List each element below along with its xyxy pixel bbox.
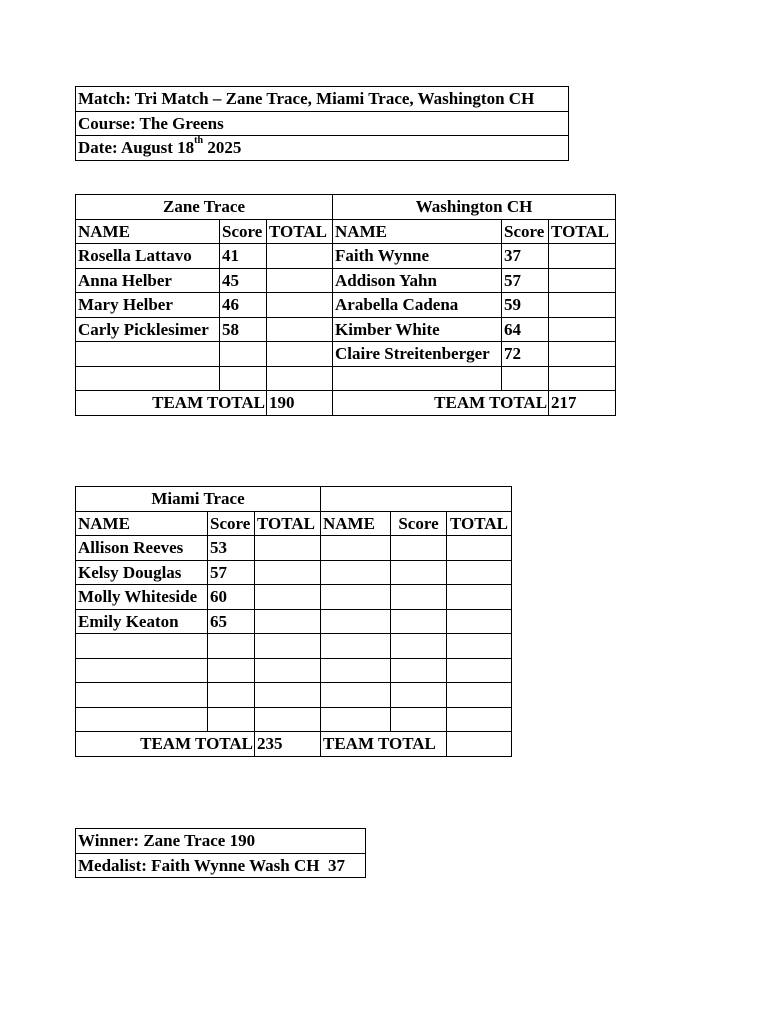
col-header-score: Score xyxy=(220,219,267,244)
player-score: 58 xyxy=(220,317,267,342)
col-header-total: TOTAL xyxy=(255,511,321,536)
empty-cell xyxy=(267,317,333,342)
match-info-table xyxy=(75,86,569,161)
col-header-name: NAME xyxy=(76,511,208,536)
empty-cell xyxy=(267,244,333,269)
col-header-name: NAME xyxy=(333,219,502,244)
player-score: 57 xyxy=(208,560,255,585)
table-row xyxy=(76,342,616,367)
table-row xyxy=(76,707,512,732)
empty-cell xyxy=(76,366,220,391)
team-total-label: TEAM TOTAL xyxy=(321,732,447,757)
player-name: Rosella Lattavo xyxy=(76,244,220,269)
col-header-total: TOTAL xyxy=(549,219,616,244)
player-score: 45 xyxy=(220,268,267,293)
empty-cell xyxy=(549,342,616,367)
team-total-label: TEAM TOTAL xyxy=(76,391,267,416)
player-name: Faith Wynne xyxy=(333,244,502,269)
player-score: 57 xyxy=(502,268,549,293)
table-row xyxy=(76,658,512,683)
table-row xyxy=(76,609,512,634)
player-name: Kimber White xyxy=(333,317,502,342)
empty-cell xyxy=(220,342,267,367)
empty-cell xyxy=(333,366,502,391)
medalist-line: Medalist: Faith Wynne Wash CH 37 xyxy=(76,853,366,878)
player-score: 72 xyxy=(502,342,549,367)
player-name: Arabella Cadena xyxy=(333,293,502,318)
empty-cell xyxy=(267,366,333,391)
table-row xyxy=(76,536,512,561)
col-header-score: Score xyxy=(208,511,255,536)
empty-cell xyxy=(549,268,616,293)
col-header-name: NAME xyxy=(321,511,391,536)
table-row xyxy=(76,293,616,318)
course-name: Course: The Greens xyxy=(76,111,569,136)
col-header-score: Score xyxy=(502,219,549,244)
table-row xyxy=(76,585,512,610)
player-score: 65 xyxy=(208,609,255,634)
player-score: 41 xyxy=(220,244,267,269)
col-header-total: TOTAL xyxy=(267,219,333,244)
team-header-washington-ch: Washington CH xyxy=(333,195,616,220)
scores-table-miami xyxy=(75,486,512,757)
table-row xyxy=(76,683,512,708)
table-row xyxy=(76,244,616,269)
team-header-zane-trace: Zane Trace xyxy=(76,195,333,220)
team-total-washington-ch: 217 xyxy=(549,391,616,416)
empty-cell xyxy=(267,268,333,293)
player-name: Molly Whiteside xyxy=(76,585,208,610)
team-total-miami-trace: 235 xyxy=(255,732,321,757)
col-header-total: TOTAL xyxy=(447,511,512,536)
match-title: Match: Tri Match – Zane Trace, Miami Trace, Washington CH xyxy=(76,87,569,112)
player-name: Carly Picklesimer xyxy=(76,317,220,342)
empty-cell xyxy=(220,366,267,391)
empty-cell xyxy=(549,317,616,342)
team-total-label: TEAM TOTAL xyxy=(333,391,549,416)
empty-cell xyxy=(76,342,220,367)
empty-team-header xyxy=(321,487,512,512)
match-date: Date: August 18th 2025 xyxy=(76,136,569,161)
player-name: Anna Helber xyxy=(76,268,220,293)
player-name: Mary Helber xyxy=(76,293,220,318)
empty-cell xyxy=(502,366,549,391)
team-total-label: TEAM TOTAL xyxy=(76,732,255,757)
empty-cell xyxy=(267,342,333,367)
table-row xyxy=(76,366,616,391)
player-score: 46 xyxy=(220,293,267,318)
empty-cell xyxy=(549,366,616,391)
table-row xyxy=(76,317,616,342)
col-header-name: NAME xyxy=(76,219,220,244)
player-score: 53 xyxy=(208,536,255,561)
player-score: 60 xyxy=(208,585,255,610)
team-total-zane-trace: 190 xyxy=(267,391,333,416)
table-row xyxy=(76,560,512,585)
player-name: Allison Reeves xyxy=(76,536,208,561)
scores-table-zane-washington xyxy=(75,194,616,416)
player-score: 64 xyxy=(502,317,549,342)
winner-line: Winner: Zane Trace 190 xyxy=(76,829,366,854)
col-header-score: Score xyxy=(391,511,447,536)
player-name: Addison Yahn xyxy=(333,268,502,293)
empty-cell xyxy=(267,293,333,318)
empty-cell xyxy=(447,732,512,757)
player-name: Claire Streitenberger xyxy=(333,342,502,367)
summary-table xyxy=(75,828,366,878)
empty-cell xyxy=(549,293,616,318)
player-score: 37 xyxy=(502,244,549,269)
player-name: Emily Keaton xyxy=(76,609,208,634)
player-score: 59 xyxy=(502,293,549,318)
table-row xyxy=(76,634,512,659)
table-row xyxy=(76,268,616,293)
empty-cell xyxy=(549,244,616,269)
team-header-miami-trace: Miami Trace xyxy=(76,487,321,512)
player-name: Kelsy Douglas xyxy=(76,560,208,585)
